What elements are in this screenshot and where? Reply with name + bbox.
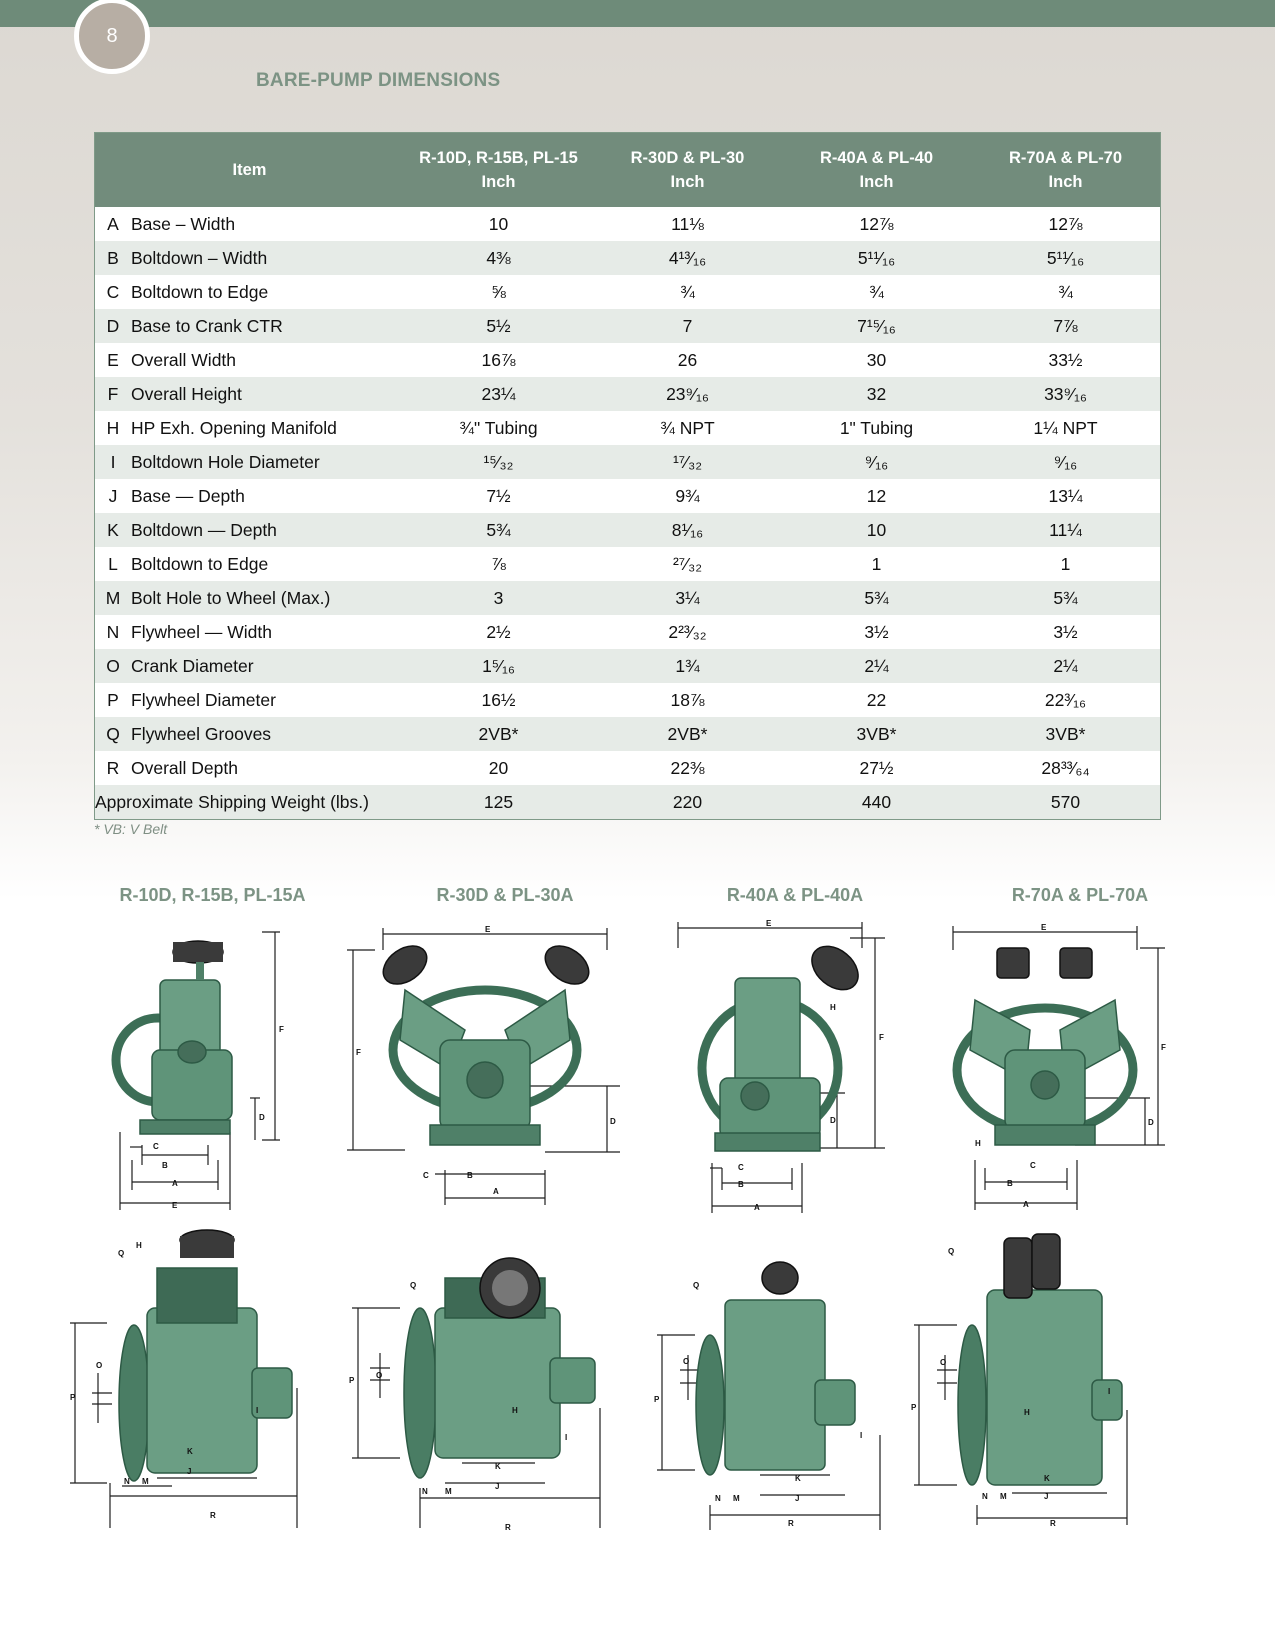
dim-label-f: F xyxy=(879,1033,884,1042)
front-view-r40-diagram xyxy=(670,918,895,1218)
table-row: D Base to Crank CTR 5½ 7 7¹⁵⁄₁₆ 7⅞ xyxy=(95,309,1161,343)
dim-label-q: Q xyxy=(948,1247,955,1256)
table-row: H HP Exh. Opening Manifold ¾" Tubing ¾ NPT 1" Tubing 1¼ NPT xyxy=(95,411,1161,445)
model-label-2: R-30D & PL-30A xyxy=(436,885,574,905)
dim-label-p: P xyxy=(70,1393,76,1402)
dim-label-i: I xyxy=(1108,1387,1111,1396)
table-row: R Overall Depth 20 22⅜ 27½ 28³³⁄₆₄ xyxy=(95,751,1161,785)
table-row-weight: Approximate Shipping Weight (lbs.) 125 220 440 570 xyxy=(95,785,1161,820)
dim-label-a: A xyxy=(754,1203,760,1212)
model-label-4: R-70A & PL-70A xyxy=(1011,885,1149,905)
dim-label-o: O xyxy=(683,1357,690,1366)
dim-label-d: D xyxy=(1148,1118,1154,1127)
dim-label-i: I xyxy=(256,1406,259,1415)
table-row: L Boltdown to Edge ⅞ ²⁷⁄₃₂ 1 1 xyxy=(95,547,1161,581)
dim-label-r: R xyxy=(505,1523,511,1532)
dim-label-e: E xyxy=(172,1201,178,1210)
dim-label-p: P xyxy=(349,1376,355,1385)
dim-label-n: N xyxy=(124,1477,130,1486)
dim-label-k: K xyxy=(495,1462,501,1471)
dim-label-j: J xyxy=(187,1467,192,1476)
model-label-3: R-40A & PL-40A xyxy=(726,885,864,905)
dim-label-p: P xyxy=(654,1395,660,1404)
dim-label-d: D xyxy=(610,1117,616,1126)
dim-label-h: H xyxy=(975,1139,981,1148)
dim-label-d: D xyxy=(830,1116,836,1125)
dim-label-h: H xyxy=(136,1241,142,1250)
header-item: Item xyxy=(95,133,405,208)
page-title: BARE-PUMP DIMENSIONS xyxy=(256,70,501,91)
table-row: A Base – Width 10 11⅛ 12⅞ 12⅞ xyxy=(95,207,1161,241)
dim-label-k: K xyxy=(187,1447,193,1456)
dim-label-d: D xyxy=(259,1113,265,1122)
dim-label-b: B xyxy=(162,1161,168,1170)
front-view-r30-diagram xyxy=(345,920,625,1210)
dim-label-j: J xyxy=(1044,1492,1049,1501)
dim-label-c: C xyxy=(423,1171,429,1180)
dim-label-h: H xyxy=(830,1003,836,1012)
table-row: E Overall Width 16⅞ 26 30 33½ xyxy=(95,343,1161,377)
dim-label-r: R xyxy=(210,1511,216,1520)
side-view-r70-diagram xyxy=(912,1230,1142,1530)
footnote: * VB: V Belt xyxy=(94,821,168,837)
dim-label-n: N xyxy=(422,1487,428,1496)
dim-label-a: A xyxy=(493,1187,499,1196)
dim-label-m: M xyxy=(142,1477,149,1486)
header-r10: R-10D, R-15B, PL-15 Inch xyxy=(404,133,593,208)
table-row: F Overall Height 23¼ 23⁹⁄₁₆ 32 33⁹⁄₁₆ xyxy=(95,377,1161,411)
table-row: N Flywheel — Width 2½ 2²³⁄₃₂ 3½ 3½ xyxy=(95,615,1161,649)
dim-label-b: B xyxy=(738,1180,744,1189)
top-bar xyxy=(0,0,1275,27)
dim-label-n: N xyxy=(715,1494,721,1503)
table-row: K Boltdown — Depth 5¾ 8¹⁄₁₆ 10 11¼ xyxy=(95,513,1161,547)
table-row: B Boltdown – Width 4⅜ 4¹³⁄₁₆ 5¹¹⁄₁₆ 5¹¹⁄₁₆ xyxy=(95,241,1161,275)
dim-label-p: P xyxy=(911,1403,917,1412)
dim-label-j: J xyxy=(795,1494,800,1503)
dim-label-a: A xyxy=(172,1179,178,1188)
front-view-r10-diagram xyxy=(100,920,300,1215)
dim-label-o: O xyxy=(376,1371,383,1380)
dim-label-o: O xyxy=(940,1358,947,1367)
dim-label-e: E xyxy=(1041,923,1047,932)
dim-label-k: K xyxy=(1044,1474,1050,1483)
table-row: O Crank Diameter 1⁵⁄₁₆ 1¾ 2¼ 2¼ xyxy=(95,649,1161,683)
dim-label-q: Q xyxy=(693,1281,700,1290)
dim-label-b: B xyxy=(1007,1179,1013,1188)
header-r70: R-70A & PL-70 Inch xyxy=(971,133,1161,208)
dim-label-r: R xyxy=(1050,1519,1056,1528)
header-r30: R-30D & PL-30 Inch xyxy=(593,133,782,208)
front-view-r70-diagram xyxy=(945,920,1170,1215)
dim-label-m: M xyxy=(733,1494,740,1503)
side-view-r30-diagram xyxy=(350,1248,605,1538)
model-label-1: R-10D, R-15B, PL-15A xyxy=(119,885,306,905)
dim-label-h: H xyxy=(1024,1408,1030,1417)
side-view-r10-diagram xyxy=(62,1228,312,1528)
dim-label-c: C xyxy=(1030,1161,1036,1170)
table-row: I Boltdown Hole Diameter ¹⁵⁄₃₂ ¹⁷⁄₃₂ ⁹⁄₁₆ ⁹⁄₁₆ xyxy=(95,445,1161,479)
dim-label-a: A xyxy=(1023,1200,1029,1209)
dim-label-r: R xyxy=(788,1519,794,1528)
dim-label-q: Q xyxy=(410,1281,417,1290)
dimensions-table xyxy=(94,132,1161,820)
page-number-badge xyxy=(74,0,150,74)
dim-label-e: E xyxy=(485,925,491,934)
dim-label-e: E xyxy=(766,919,772,928)
dim-label-k: K xyxy=(795,1474,801,1483)
dim-label-q: Q xyxy=(118,1249,125,1258)
header-r40: R-40A & PL-40 Inch xyxy=(782,133,971,208)
dim-label-m: M xyxy=(445,1487,452,1496)
table-row: J Base — Depth 7½ 9¾ 12 13¼ xyxy=(95,479,1161,513)
dim-label-b: B xyxy=(467,1171,473,1180)
dim-label-f: F xyxy=(279,1025,284,1034)
table-row: P Flywheel Diameter 16½ 18⅞ 22 22³⁄₁₆ xyxy=(95,683,1161,717)
table-header-row xyxy=(95,133,1161,208)
dim-label-n: N xyxy=(982,1492,988,1501)
dim-label-m: M xyxy=(1000,1492,1007,1501)
table-row: C Boltdown to Edge ⅝ ¾ ¾ ¾ xyxy=(95,275,1161,309)
dim-label-o: O xyxy=(96,1361,103,1370)
dim-label-h: H xyxy=(512,1406,518,1415)
table-row: M Bolt Hole to Wheel (Max.) 3 3¼ 5¾ 5¾ xyxy=(95,581,1161,615)
dim-label-f: F xyxy=(356,1048,361,1057)
dim-label-i: I xyxy=(860,1431,863,1440)
dim-label-c: C xyxy=(738,1163,744,1172)
dim-label-c: C xyxy=(153,1142,159,1151)
dim-label-i: I xyxy=(565,1433,568,1442)
page-number: 8 xyxy=(106,25,118,47)
table-row: Q Flywheel Grooves 2VB* 2VB* 3VB* 3VB* xyxy=(95,717,1161,751)
dim-label-f: F xyxy=(1161,1043,1166,1052)
dim-label-j: J xyxy=(495,1482,500,1491)
side-view-r40-diagram xyxy=(655,1260,885,1540)
